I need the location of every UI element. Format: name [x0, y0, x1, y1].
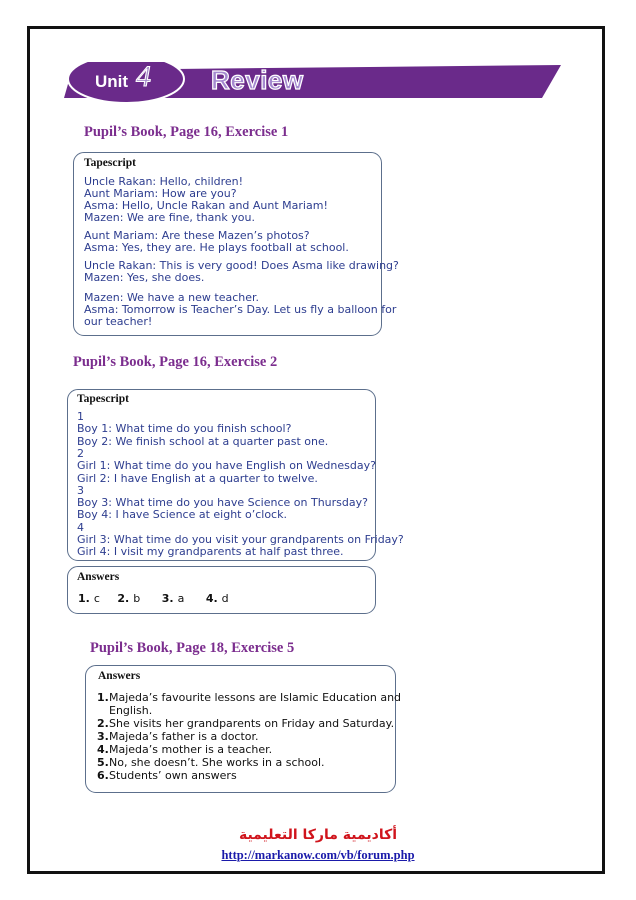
- tapescript-line: Uncle Rakan: This is very good! Does Asma like drawing?: [84, 259, 399, 272]
- answer-text: English.: [109, 704, 153, 717]
- box-heading: Tapescript: [84, 157, 136, 169]
- answer-item: 3. a: [161, 592, 185, 605]
- section-title: Pupil’s Book, Page 16, Exercise 1: [84, 124, 289, 140]
- answer-number: 6.: [97, 769, 109, 782]
- tapescript-line: Mazen: Yes, she does.: [84, 271, 205, 284]
- tapescript-line: Mazen: We have a new teacher.: [84, 291, 260, 304]
- answer-text: She visits her grandparents on Friday and Saturday.: [109, 717, 395, 730]
- tapescript-line: Girl 2: I have English at a quarter to twelve.: [77, 471, 318, 485]
- tapescript-line: Boy 1: What time do you finish school?: [77, 422, 292, 436]
- tapescript-line: 1: [77, 410, 84, 423]
- answer-item: 2. b: [117, 592, 141, 605]
- tapescript-line: 3: [77, 483, 84, 497]
- answer-text: Majeda’s mother is a teacher.: [109, 743, 273, 756]
- footer-academy-name: أكاديمية ماركا التعليمية: [238, 827, 398, 843]
- box-heading: Answers: [98, 670, 141, 682]
- answer-item: 1. c: [78, 592, 100, 605]
- tapescript-line: Aunt Mariam: How are you?: [84, 187, 237, 200]
- box-heading: Tapescript: [77, 393, 129, 405]
- box-heading: Answers: [77, 571, 120, 583]
- answer-number: 4.: [97, 743, 109, 756]
- answer-number: 5.: [97, 756, 109, 769]
- tapescript-line: Uncle Rakan: Hello, children!: [84, 175, 244, 188]
- answer-number: 3.: [97, 730, 109, 743]
- page-title: Review: [211, 65, 304, 95]
- unit-number: 4: [136, 60, 151, 93]
- tapescript-line: Asma: Tomorrow is Teacher’s Day. Let us fly a balloon for: [84, 303, 397, 316]
- unit-label: Unit: [95, 72, 129, 91]
- tapescript-line: Boy 3: What time do you have Science on Thursday?: [77, 496, 368, 510]
- answer-text: No, she doesn’t. She works in a school.: [109, 756, 325, 769]
- tapescript-line: Boy 2: We finish school at a quarter past one.: [77, 434, 329, 448]
- footer-link[interactable]: http://markanow.com/vb/forum.php: [221, 848, 415, 862]
- tapescript-line: Mazen: We are fine, thank you.: [84, 211, 255, 224]
- answer-item: [97, 717, 394, 730]
- tapescript-line: Girl 4: I visit my grandparents at half past three.: [77, 545, 344, 559]
- tapescript-line: Girl 3: What time do you visit your grandparents on Friday?: [77, 533, 404, 546]
- section-title: Pupil’s Book, Page 18, Exercise 5: [90, 640, 295, 656]
- answer-number: 1.: [97, 691, 109, 704]
- tapescript-line: Boy 4: I have Science at eight o’clock.: [77, 508, 287, 522]
- answer-item: [97, 743, 272, 756]
- answer-item: 4. d: [205, 592, 229, 605]
- answer-item: [97, 756, 325, 769]
- answer-text: Students’ own answers: [109, 769, 237, 782]
- section-title: Pupil’s Book, Page 16, Exercise 2: [73, 354, 278, 370]
- tapescript-line: 2: [77, 446, 84, 460]
- answer-text: Majeda’s father is a doctor.: [109, 730, 259, 743]
- answer-item: [97, 691, 401, 704]
- tapescript-line: Girl 1: What time do you have English on Wednesday?: [77, 459, 376, 473]
- answers-row: [78, 592, 229, 605]
- answer-number: 2.: [97, 717, 109, 730]
- answer-text: Majeda’s favourite lessons are Islamic Education and: [109, 691, 402, 704]
- tapescript-line: Aunt Mariam: Are these Mazen’s photos?: [84, 229, 310, 242]
- tapescript-line: Asma: Yes, they are. He plays football at school.: [84, 241, 349, 254]
- answer-item: [97, 730, 259, 743]
- answer-item: [97, 769, 237, 782]
- tapescript-line: Asma: Hello, Uncle Rakan and Aunt Mariam!: [84, 199, 328, 212]
- tapescript-line: our teacher!: [84, 315, 153, 328]
- tapescript-line: 4: [77, 520, 84, 534]
- answer-item: [97, 704, 152, 717]
